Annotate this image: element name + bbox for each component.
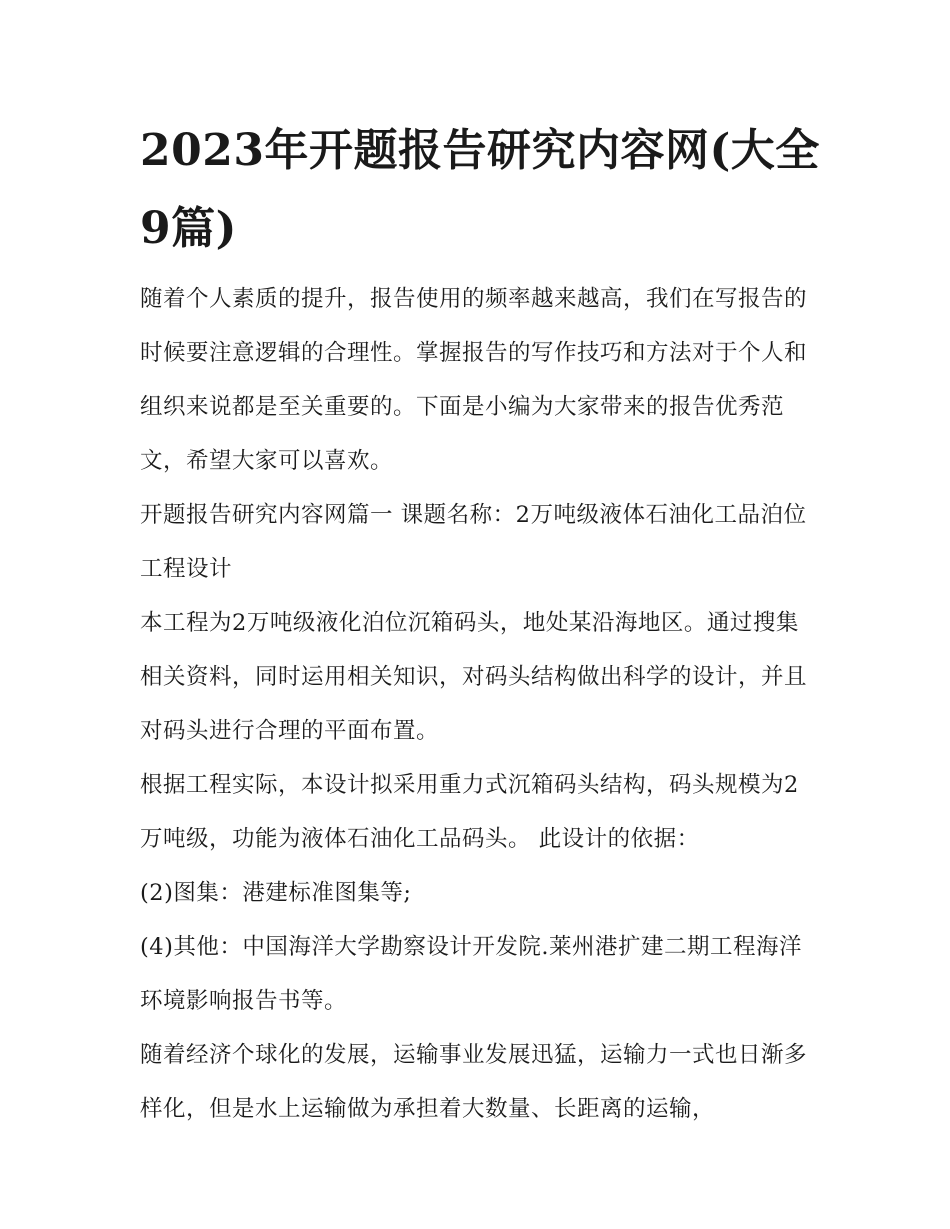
paragraph-intro: 随着个人素质的提升，报告使用的频率越来越高，我们在写报告的时候要注意逻辑的合理性。掌握报告的写作技巧和方法对于个人和组织来说都是至关重要的。下面是小编为大家带来的报告优秀范文，希望大家可以喜欢。 xyxy=(140,286,808,474)
document-title: 2023年开题报告研究内容网(大全9篇) xyxy=(140,125,820,254)
document-page xyxy=(140,112,820,1136)
paragraph-project-overview: 本工程为2万吨级液化泊位沉箱码头，地处某沿海地区。通过搜集相关资料，同时运用相关知识，对码头结构做出科学的设计，并且对码头进行合理的平面布置。 xyxy=(140,610,808,744)
paragraph-topic: 开题报告研究内容网篇一 课题名称：2万吨级液体石油化工品泊位工程设计 xyxy=(140,502,807,582)
paragraph-design-basis: 根据工程实际，本设计拟采用重力式沉箱码头结构，码头规模为2万吨级，功能为液体石油化工品码头。 此设计的依据： xyxy=(140,772,799,852)
paragraph-reference-2: (2)图集：港建标准图集等; xyxy=(140,880,412,906)
paragraph-background: 随着经济个球化的发展，运输事业发展迅猛，运输力一式也日渐多样化，但是水上运输做为承担着大数量、长距离的运输， xyxy=(140,1042,808,1122)
paragraph-reference-4: (4)其他：中国海洋大学勘察设计开发院.莱州港扩建二期工程海洋环境影响报告书等。 xyxy=(140,934,803,1014)
